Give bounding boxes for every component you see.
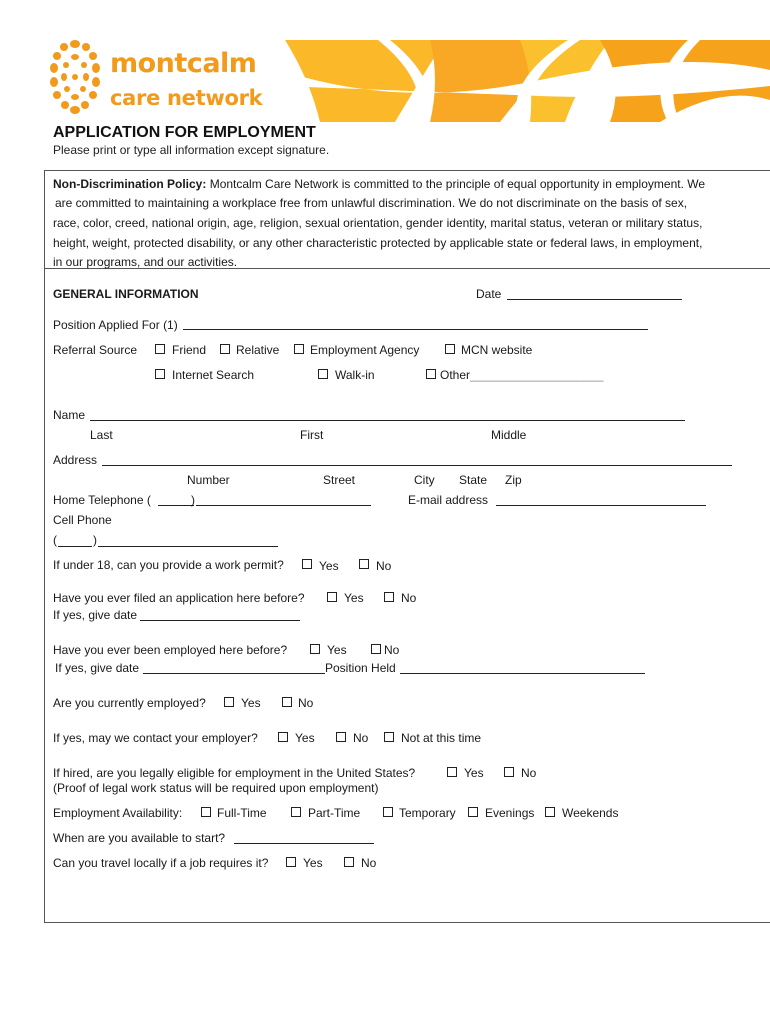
logo-tagline: care network xyxy=(110,86,263,110)
eligible-no-label: No xyxy=(521,766,537,780)
contact-not-now-label: Not at this time xyxy=(401,731,482,745)
contact-yes-label: Yes xyxy=(295,731,315,745)
cell-close-paren: ) xyxy=(93,533,97,547)
page-subtitle: Please print or type all information except signature. xyxy=(53,143,330,157)
other-label: Other____________________ xyxy=(440,368,604,382)
employed-before-no-label: No xyxy=(384,643,400,657)
currently-employed-no-label: No xyxy=(298,696,314,710)
permit-yes-label: Yes xyxy=(319,559,339,573)
filed-no-checkbox[interactable] xyxy=(384,592,394,602)
cell-phone-field[interactable] xyxy=(98,546,278,547)
filed-yes-label: Yes xyxy=(344,591,364,605)
internet-label: Internet Search xyxy=(172,368,255,382)
friend-checkbox[interactable] xyxy=(155,344,165,354)
internet-checkbox[interactable] xyxy=(155,369,165,379)
name-field[interactable] xyxy=(90,420,685,421)
home-phone-field[interactable] xyxy=(196,505,371,506)
proof-note: (Proof of legal work status will be required upon employment) xyxy=(53,781,379,795)
policy-line-1 xyxy=(53,177,705,191)
travel-yes-checkbox[interactable] xyxy=(286,857,296,867)
contact-no-label: No xyxy=(353,731,369,745)
name-middle-caption: Middle xyxy=(491,428,527,442)
currently-employed-yes-checkbox[interactable] xyxy=(224,697,234,707)
website-label: MCN website xyxy=(461,343,533,357)
walkin-checkbox[interactable] xyxy=(318,369,328,379)
policy-line-5: in our programs, and our activities. xyxy=(53,255,238,269)
permit-question: If under 18, can you provide a work permit? xyxy=(53,558,284,572)
other-checkbox[interactable] xyxy=(426,369,436,379)
cell-open-paren: ( xyxy=(53,533,57,547)
permit-no-label: No xyxy=(376,559,392,573)
other-field[interactable]: ____________________ xyxy=(470,368,604,382)
contact-employer-question: If yes, may we contact your employer? xyxy=(53,731,258,745)
agency-checkbox[interactable] xyxy=(294,344,304,354)
friend-label: Friend xyxy=(172,343,207,357)
position-field[interactable] xyxy=(183,329,648,330)
position-label: Position Applied For (1) xyxy=(53,318,178,332)
page-title: APPLICATION FOR EMPLOYMENT xyxy=(53,124,316,141)
policy-heading: Non-Discrimination Policy: xyxy=(53,177,207,191)
permit-no-checkbox[interactable] xyxy=(359,559,369,569)
filed-yes-checkbox[interactable] xyxy=(327,592,337,602)
travel-question: Can you travel locally if a job requires it? xyxy=(53,856,269,870)
contact-not-now-checkbox[interactable] xyxy=(384,732,394,742)
employed-before-question: Have you ever been employed here before? xyxy=(53,643,288,657)
employed-before-yes-checkbox[interactable] xyxy=(310,644,320,654)
start-question: When are you available to start? xyxy=(53,831,226,845)
policy-line-3: race, color, creed, national origin, age, religion, sexual orientation, gender identity, marital status, veteran or military status, xyxy=(53,216,703,230)
currently-employed-yes-label: Yes xyxy=(241,696,261,710)
employed-before-yes-label: Yes xyxy=(327,643,347,657)
email-label: E-mail address xyxy=(408,493,489,507)
address-field[interactable] xyxy=(102,465,732,466)
header-decorative-graphic xyxy=(280,40,770,122)
filed-date-label: If yes, give date xyxy=(53,608,138,622)
temporary-checkbox[interactable] xyxy=(383,807,393,817)
addr-city-caption: City xyxy=(414,473,435,487)
employed-date-label: If yes, give date xyxy=(55,661,140,675)
agency-label: Employment Agency xyxy=(310,343,420,357)
general-info-heading: GENERAL INFORMATION xyxy=(53,287,199,301)
filed-question: Have you ever filed an application here before? xyxy=(53,591,305,605)
eligible-no-checkbox[interactable] xyxy=(504,767,514,777)
referral-label: Referral Source xyxy=(53,343,138,357)
employed-before-no-checkbox[interactable] xyxy=(371,644,381,654)
parttime-label: Part-Time xyxy=(308,806,361,820)
name-first-caption: First xyxy=(300,428,324,442)
temporary-label: Temporary xyxy=(399,806,456,820)
travel-no-label: No xyxy=(361,856,377,870)
fulltime-checkbox[interactable] xyxy=(201,807,211,817)
policy-line-4: height, weight, protected disability, or any other characteristic protected by applicable state or federal laws, in employment, xyxy=(53,236,703,250)
addr-zip-caption: Zip xyxy=(505,473,522,487)
date-field[interactable] xyxy=(507,299,682,300)
policy-text: Montcalm Care Network is committed to the principle of equal opportunity in employment. We xyxy=(206,177,706,191)
home-phone-label: Home Telephone ( xyxy=(53,493,151,507)
home-phone-paren: ) xyxy=(191,493,195,507)
weekends-checkbox[interactable] xyxy=(545,807,555,817)
logo-wordmark: montcalm xyxy=(110,48,257,79)
availability-label: Employment Availability: xyxy=(53,806,183,820)
date-label: Date xyxy=(476,287,502,301)
relative-checkbox[interactable] xyxy=(220,344,230,354)
travel-no-checkbox[interactable] xyxy=(344,857,354,867)
evenings-checkbox[interactable] xyxy=(468,807,478,817)
currently-employed-no-checkbox[interactable] xyxy=(282,697,292,707)
name-label: Name xyxy=(53,408,86,422)
eligible-question: If hired, are you legally eligible for employment in the United States? xyxy=(53,766,416,780)
addr-street-caption: Street xyxy=(323,473,356,487)
walkin-label: Walk-in xyxy=(335,368,375,382)
weekends-label: Weekends xyxy=(562,806,619,820)
evenings-label: Evenings xyxy=(485,806,535,820)
travel-yes-label: Yes xyxy=(303,856,323,870)
form-border-bottom xyxy=(44,922,770,923)
permit-yes-checkbox[interactable] xyxy=(302,559,312,569)
policy-line-2: are committed to maintaining a workplace free from unlawful discrimination. We do not discriminate on the basis of sex, xyxy=(55,196,688,210)
cell-area-code-field[interactable] xyxy=(58,546,92,547)
eligible-yes-checkbox[interactable] xyxy=(447,767,457,777)
parttime-checkbox[interactable] xyxy=(291,807,301,817)
contact-yes-checkbox[interactable] xyxy=(278,732,288,742)
email-field[interactable] xyxy=(496,505,706,506)
address-label: Address xyxy=(53,453,98,467)
position-held-field[interactable] xyxy=(400,673,645,674)
filed-date-field[interactable] xyxy=(140,620,300,621)
position-held-label: Position Held xyxy=(325,661,396,675)
fulltime-label: Full-Time xyxy=(217,806,267,820)
cell-label: Cell Phone xyxy=(53,513,112,527)
website-checkbox[interactable] xyxy=(445,344,455,354)
addr-number-caption: Number xyxy=(187,473,230,487)
addr-state-caption: State xyxy=(459,473,488,487)
currently-employed-question: Are you currently employed? xyxy=(53,696,206,710)
start-field[interactable] xyxy=(234,843,374,844)
flower-logo-icon xyxy=(48,38,103,118)
filed-no-label: No xyxy=(401,591,417,605)
form-border-left xyxy=(44,170,45,922)
name-last-caption: Last xyxy=(90,428,113,442)
home-area-code-field[interactable] xyxy=(158,505,194,506)
contact-no-checkbox[interactable] xyxy=(336,732,346,742)
form-border xyxy=(44,170,770,171)
eligible-yes-label: Yes xyxy=(464,766,484,780)
relative-label: Relative xyxy=(236,343,280,357)
employed-date-field[interactable] xyxy=(143,673,325,674)
